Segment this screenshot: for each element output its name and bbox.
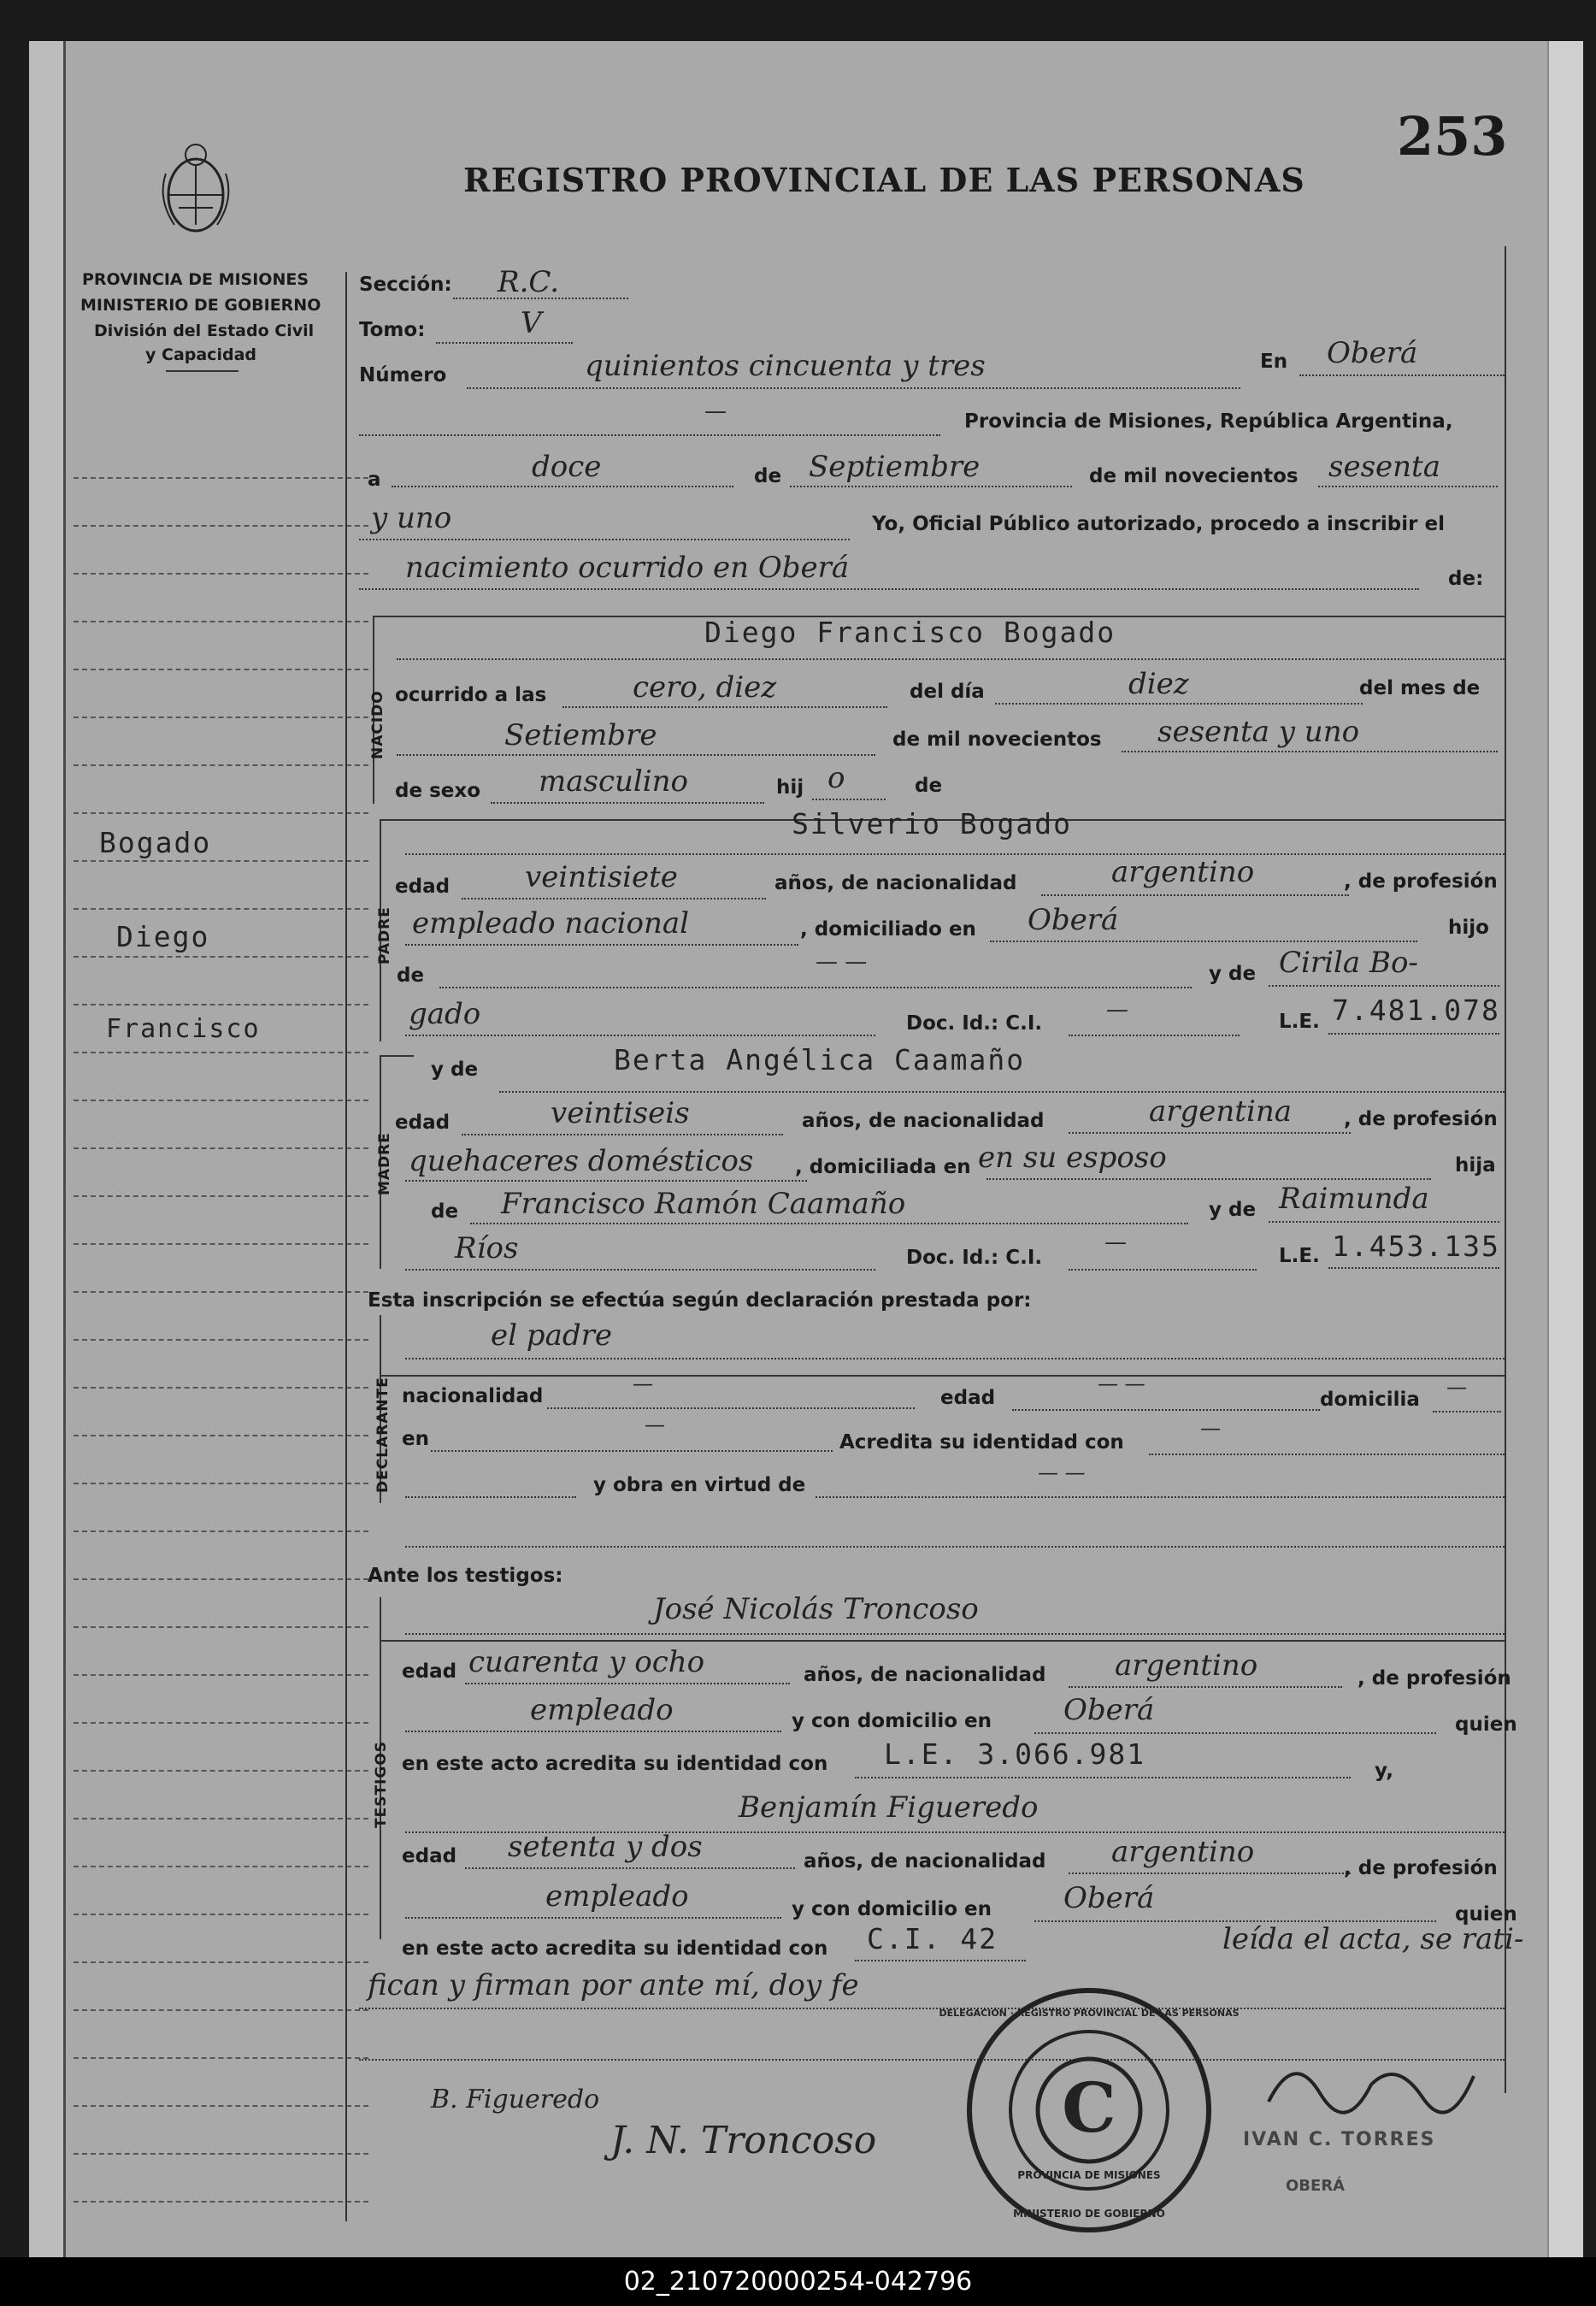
madre-nac-value: argentina — [1149, 1094, 1293, 1129]
provincia-text: Provincia de Misiones, República Argentina, — [964, 410, 1453, 433]
t1-id-value: L.E. 3.066.981 — [884, 1737, 1146, 1771]
madre-prof-line — [405, 1180, 807, 1182]
seccion-label: Sección: — [359, 274, 452, 296]
madre-abuela-value-2: Ríos — [455, 1231, 519, 1265]
margin-rule — [74, 573, 368, 575]
t2-edad-line — [465, 1867, 795, 1869]
t2-nac-label: años, de nacionalidad — [804, 1850, 1046, 1873]
madre-padre-value: Francisco Ramón Caamaño — [501, 1187, 906, 1221]
nacimiento-value: nacimiento ocurrido en Oberá — [405, 551, 850, 585]
dia-line — [392, 486, 733, 487]
t1-dom-line — [1034, 1732, 1436, 1734]
decl-dom-line — [1433, 1411, 1501, 1412]
stamp-outer-text: DELEGACIÓN · REGISTRO PROVINCIAL DE LAS PERSONAS — [939, 2008, 1240, 2019]
margin-rule — [74, 1961, 368, 1963]
nacido-section-label: NACIDO — [369, 690, 386, 759]
padre-dom-value: Oberá — [1028, 903, 1119, 937]
margin-rule — [74, 1770, 368, 1772]
margin-first-name: Diego — [116, 920, 210, 953]
madre-edad-label: edad — [395, 1112, 451, 1134]
madre-top-rule — [380, 1055, 414, 1057]
margin-rule — [74, 2201, 368, 2203]
decl-nac-line — [547, 1407, 915, 1409]
margin-rule — [74, 1052, 368, 1053]
margin-rule — [74, 1195, 368, 1197]
t1-nac-value: argentino — [1115, 1648, 1258, 1683]
margin-rule — [74, 1866, 368, 1867]
padre-dom-line — [990, 941, 1417, 942]
t2-nac-value: argentino — [1111, 1835, 1255, 1869]
margin-rule — [74, 2009, 368, 2011]
abuela-value-1: Cirila Bo- — [1279, 946, 1418, 980]
dia-nac-line — [995, 703, 1363, 705]
official-signature-scribble — [1260, 2033, 1482, 2136]
margin-rule — [74, 2105, 368, 2107]
decl-obra-pre-line — [405, 1496, 576, 1498]
anio-line — [1318, 486, 1498, 487]
page-number: 253 — [1397, 105, 1508, 168]
margin-rule — [74, 1674, 368, 1676]
numero-line — [467, 387, 1240, 389]
decl-obra-label: y obra en virtud de — [593, 1474, 806, 1496]
padre-prof-value: empleado nacional — [412, 906, 690, 941]
padre-docid-line — [1069, 1035, 1240, 1036]
nacimiento-line — [359, 588, 1419, 590]
margin-rule — [74, 1243, 368, 1245]
t1-edad-value: cuarenta y ocho — [468, 1645, 705, 1679]
decl-obra-value: — — — [1038, 1460, 1086, 1484]
t2-dom-value: Oberá — [1063, 1881, 1155, 1915]
margin-rule — [74, 1818, 368, 1819]
padre-edad-value: veintisiete — [525, 860, 678, 894]
margin-rule — [74, 717, 368, 718]
t1-prof-label: , de profesión — [1357, 1667, 1511, 1690]
t1-name-line — [405, 1633, 1505, 1635]
page-title: REGISTRO PROVINCIAL DE LAS PERSONAS — [463, 161, 1305, 199]
margin-rule — [74, 1914, 368, 1915]
hora-value: cero, diez — [633, 670, 777, 705]
padre-hijo-label: hijo — [1448, 917, 1489, 939]
t2-prof-value: empleado — [545, 1879, 689, 1914]
t2-prof-label: , de profesión — [1344, 1857, 1498, 1879]
hij-line — [812, 799, 886, 800]
padre-dom-label: , domiciliado en — [800, 918, 976, 941]
en-line — [1299, 375, 1505, 376]
margin-rule — [74, 1387, 368, 1389]
t1-dom-value: Oberá — [1063, 1693, 1155, 1727]
left-page-edge — [29, 41, 66, 2257]
t2-id-value: C.I. 42 — [867, 1922, 998, 1955]
anio-nac-value: sesenta y uno — [1157, 715, 1360, 749]
decl-nac-value: — — [633, 1371, 653, 1395]
t2-name: Benjamín Figueredo — [739, 1790, 1039, 1825]
margin-rule — [74, 1004, 368, 1006]
t1-acredita-label: en este acto acredita su identidad con — [402, 1753, 828, 1775]
anio-value-2: y uno — [371, 501, 452, 535]
madre-hija-label: hija — [1455, 1154, 1496, 1177]
right-border — [1505, 246, 1506, 2093]
margin-rule — [74, 1435, 368, 1436]
stamp-inner-text: PROVINCIA DE MISIONES — [1017, 2169, 1161, 2181]
coat-of-arms-icon — [157, 139, 234, 238]
ocurrido-label: ocurrido a las — [395, 684, 547, 706]
de-label: de — [754, 465, 782, 487]
t1-nac-label: años, de nacionalidad — [804, 1664, 1046, 1686]
margin-rule — [74, 1147, 368, 1149]
signature-2: J. N. Troncoso — [610, 2119, 877, 2162]
declarante-line — [405, 1358, 1505, 1359]
padre-nac-label: años, de nacionalidad — [774, 872, 1017, 894]
decl-blank-line — [405, 1546, 1505, 1548]
mes-value: Septiembre — [809, 450, 981, 484]
mil-nac-label: de mil novecientos — [892, 728, 1102, 751]
decl-edad-label: edad — [940, 1387, 996, 1409]
t2-id-line — [855, 1960, 1026, 1961]
madre-le-value: 1.453.135 — [1332, 1230, 1500, 1263]
abuela-line — [1269, 985, 1499, 987]
book-spine — [1547, 41, 1583, 2257]
padre-section-label: PADRE — [376, 906, 393, 964]
t1-edad-label: edad — [402, 1660, 457, 1683]
official-place: OBERÁ — [1286, 2177, 1346, 2195]
decl-en-line — [431, 1450, 833, 1452]
continuation-line — [359, 434, 940, 436]
nacido-de-label: de — [915, 775, 943, 797]
anio-nac-line — [1122, 751, 1498, 752]
madre-docid-value: — — [1104, 1230, 1127, 1255]
padre-edad-line — [462, 898, 766, 899]
testigos-rule — [380, 1640, 1505, 1642]
t1-dom-label: y con domicilio en — [792, 1710, 992, 1732]
de-colon-label: de: — [1448, 568, 1484, 590]
padre-le-value: 7.481.078 — [1332, 994, 1500, 1027]
margin-rule — [74, 2057, 368, 2059]
padre-le-line — [1328, 1033, 1499, 1035]
t1-nac-line — [1069, 1686, 1342, 1688]
madre-dom-line — [986, 1178, 1431, 1180]
province-label: PROVINCIA DE MISIONES — [82, 270, 309, 289]
madre-edad-line — [462, 1134, 783, 1135]
stamp-bottom-text: MINISTERIO DE GOBIERNO — [1013, 2208, 1165, 2220]
margin-rule — [74, 908, 368, 910]
t2-nac-line — [1069, 1873, 1351, 1874]
madre-abuela-value-1: Raimunda — [1279, 1182, 1429, 1216]
sexo-label: de sexo — [395, 780, 480, 802]
sexo-line — [491, 802, 764, 804]
decl-edad-line — [1012, 1409, 1320, 1411]
margin-rule — [74, 2153, 368, 2155]
decl-nac-label: nacionalidad — [402, 1385, 544, 1407]
anio-line-2 — [359, 539, 850, 540]
margin-rule — [74, 1291, 368, 1293]
margin-rule — [74, 812, 368, 814]
padre-prof-label: , de profesión — [1344, 870, 1498, 893]
madre-docid-label: Doc. Id.: C.I. — [906, 1247, 1043, 1269]
padre-name: Silverio Bogado — [792, 807, 1073, 840]
declarante-value: el padre — [491, 1318, 612, 1353]
t2-edad-value: setenta y dos — [508, 1830, 703, 1864]
padre-le-label: L.E. — [1279, 1011, 1320, 1033]
image-caption: 02_210720000254-042796 — [0, 2257, 1596, 2306]
registry-dash: — — [704, 398, 727, 424]
padre-de-value: — — — [816, 949, 868, 975]
del-mes-label: del mes de — [1359, 677, 1481, 699]
division-label: División del Estado Civil — [94, 321, 315, 340]
mil-label: de mil novecientos — [1089, 465, 1299, 487]
tomo-line — [436, 342, 573, 344]
madre-nac-line — [1069, 1132, 1351, 1134]
oficial-text: Yo, Oficial Público autorizado, procedo a inscribir el — [872, 513, 1445, 535]
abuela-value-2: gado — [409, 997, 481, 1031]
mes-line — [790, 486, 1072, 487]
decl-edad-value: — — — [1098, 1371, 1145, 1395]
decl-en-value: — — [645, 1412, 665, 1436]
decl-en-label: en — [402, 1428, 429, 1450]
padre-nac-value: argentino — [1111, 855, 1255, 889]
del-dia-label: del día — [910, 681, 985, 703]
madre-nac-label: años, de nacionalidad — [802, 1110, 1045, 1132]
decl-acredita-label: Acredita su identidad con — [839, 1431, 1124, 1454]
padre-prof-line — [405, 944, 798, 946]
top-dark-strip — [0, 0, 1596, 41]
signature-1: B. Figueredo — [431, 2085, 600, 2114]
margin-rule — [74, 1483, 368, 1484]
t1-id-line — [855, 1777, 1351, 1778]
t1-name: José Nicolás Troncoso — [653, 1592, 979, 1626]
t1-edad-line — [465, 1683, 790, 1684]
decl-dom-label: domicilia — [1320, 1389, 1420, 1411]
margin-second-name: Francisco — [106, 1014, 261, 1044]
t1-y-label: y, — [1375, 1760, 1393, 1782]
en-value: Oberá — [1327, 336, 1418, 370]
t2-dom-label: y con domicilio en — [792, 1898, 992, 1920]
hij-value: o — [827, 761, 845, 795]
mes-nac-value: Setiembre — [504, 718, 657, 752]
decl-acredita-value: — — [1200, 1416, 1221, 1440]
sexo-value: masculino — [539, 764, 689, 799]
abuela-line-2 — [405, 1035, 875, 1036]
nacido-name: Diego Francisco Bogado — [704, 616, 1116, 649]
decl-obra-line — [816, 1496, 1505, 1498]
mes-nac-line — [397, 754, 875, 756]
capacidad-underline — [166, 370, 239, 372]
madre-name-line — [499, 1091, 1505, 1093]
margin-rule — [74, 621, 368, 622]
madre-docid-line — [1069, 1269, 1257, 1271]
madre-abuela-line — [1269, 1221, 1499, 1223]
numero-value: quinientos cincuenta y tres — [585, 349, 986, 383]
madre-yde-label: y de — [431, 1059, 479, 1081]
madre-name: Berta Angélica Caamaño — [614, 1043, 1026, 1076]
margin-divider — [345, 272, 347, 2221]
tomo-label: Tomo: — [359, 319, 426, 341]
margin-rule — [74, 1578, 368, 1580]
padre-docid-value: — — [1106, 997, 1128, 1023]
margin-rule — [74, 525, 368, 527]
margin-rule — [74, 1626, 368, 1628]
nacido-name-line — [397, 658, 1505, 660]
margin-rule — [74, 956, 368, 958]
madre-abuela-line-2 — [405, 1269, 875, 1271]
margin-rule — [74, 1722, 368, 1724]
dia-value: doce — [532, 450, 602, 484]
official-round-stamp — [939, 1982, 1240, 2238]
margin-rule — [74, 669, 368, 670]
madre-prof-label: , de profesión — [1344, 1108, 1498, 1130]
madre-le-line — [1328, 1267, 1499, 1269]
t2-quien-label: quien — [1455, 1903, 1517, 1926]
declarante-section-label: DECLARANTE — [374, 1377, 392, 1493]
capacidad-label: y Capacidad — [145, 345, 256, 364]
margin-rule — [74, 1530, 368, 1532]
decl-dom-value: — — [1446, 1375, 1467, 1399]
margin-rule — [74, 1100, 368, 1101]
t2-edad-label: edad — [402, 1845, 457, 1867]
declarante-intro: Esta inscripción se efectúa según declaración prestada por: — [368, 1289, 1032, 1312]
ministry-label: MINISTERIO DE GOBIERNO — [80, 296, 321, 315]
declarante-rule — [380, 1375, 1505, 1377]
en-label: En — [1260, 351, 1288, 373]
madre-padre-line — [470, 1223, 1188, 1224]
hora-line — [562, 706, 887, 708]
padre-de-label: de — [397, 964, 425, 987]
document-page — [29, 41, 1583, 2257]
t1-prof-line — [405, 1731, 781, 1732]
padre-name-line — [405, 853, 1505, 855]
seccion-value: R.C. — [498, 265, 560, 299]
hij-label: hij — [776, 776, 804, 799]
decl-acredita-line — [1149, 1454, 1505, 1455]
closing-line — [359, 2008, 1505, 2009]
madre-de-label: de — [431, 1200, 459, 1223]
padre-de-line — [439, 987, 1192, 988]
dia-nac-value: diez — [1128, 667, 1189, 701]
tomo-value: V — [521, 306, 542, 340]
margin-rule — [74, 1339, 368, 1341]
a-label: a — [368, 469, 381, 491]
testigos-section-label: TESTIGOS — [373, 1740, 390, 1828]
t2-acredita-label: en este acto acredita su identidad con — [402, 1937, 828, 1960]
t1-prof-value: empleado — [530, 1693, 674, 1727]
numero-label: Número — [359, 364, 447, 386]
padre-edad-label: edad — [395, 876, 451, 898]
stamp-center-letter: C — [1062, 2067, 1116, 2148]
margin-rule — [74, 860, 368, 862]
madre-section-label: MADRE — [376, 1132, 393, 1195]
margin-rule — [74, 764, 368, 766]
margin-rule — [74, 477, 368, 479]
madre-dom-value: en su esposo — [978, 1141, 1167, 1175]
margin-surname: Bogado — [99, 826, 212, 859]
testigos-intro: Ante los testigos: — [368, 1565, 563, 1587]
madre-dom-label: , domiciliada en — [795, 1156, 971, 1178]
t1-quien-label: quien — [1455, 1713, 1517, 1736]
madre-le-label: L.E. — [1279, 1245, 1320, 1267]
anio-value-1: sesenta — [1328, 450, 1440, 484]
padre-docid-label: Doc. Id.: C.I. — [906, 1012, 1043, 1035]
madre-prof-value: quehaceres domésticos — [409, 1144, 754, 1178]
padre-yde-label: y de — [1209, 963, 1257, 985]
official-name: IVAN C. TORRES — [1243, 2129, 1436, 2150]
padre-nac-line — [1041, 894, 1349, 896]
madre-edad-value: veintiseis — [551, 1096, 690, 1130]
madre-yde2-label: y de — [1209, 1199, 1257, 1221]
closing-line-2: fican y firman por ante mí, doy fe — [368, 1968, 859, 2002]
t2-prof-line — [405, 1917, 781, 1919]
closing-line-1: leída el acta, se rati- — [1222, 1922, 1524, 1956]
